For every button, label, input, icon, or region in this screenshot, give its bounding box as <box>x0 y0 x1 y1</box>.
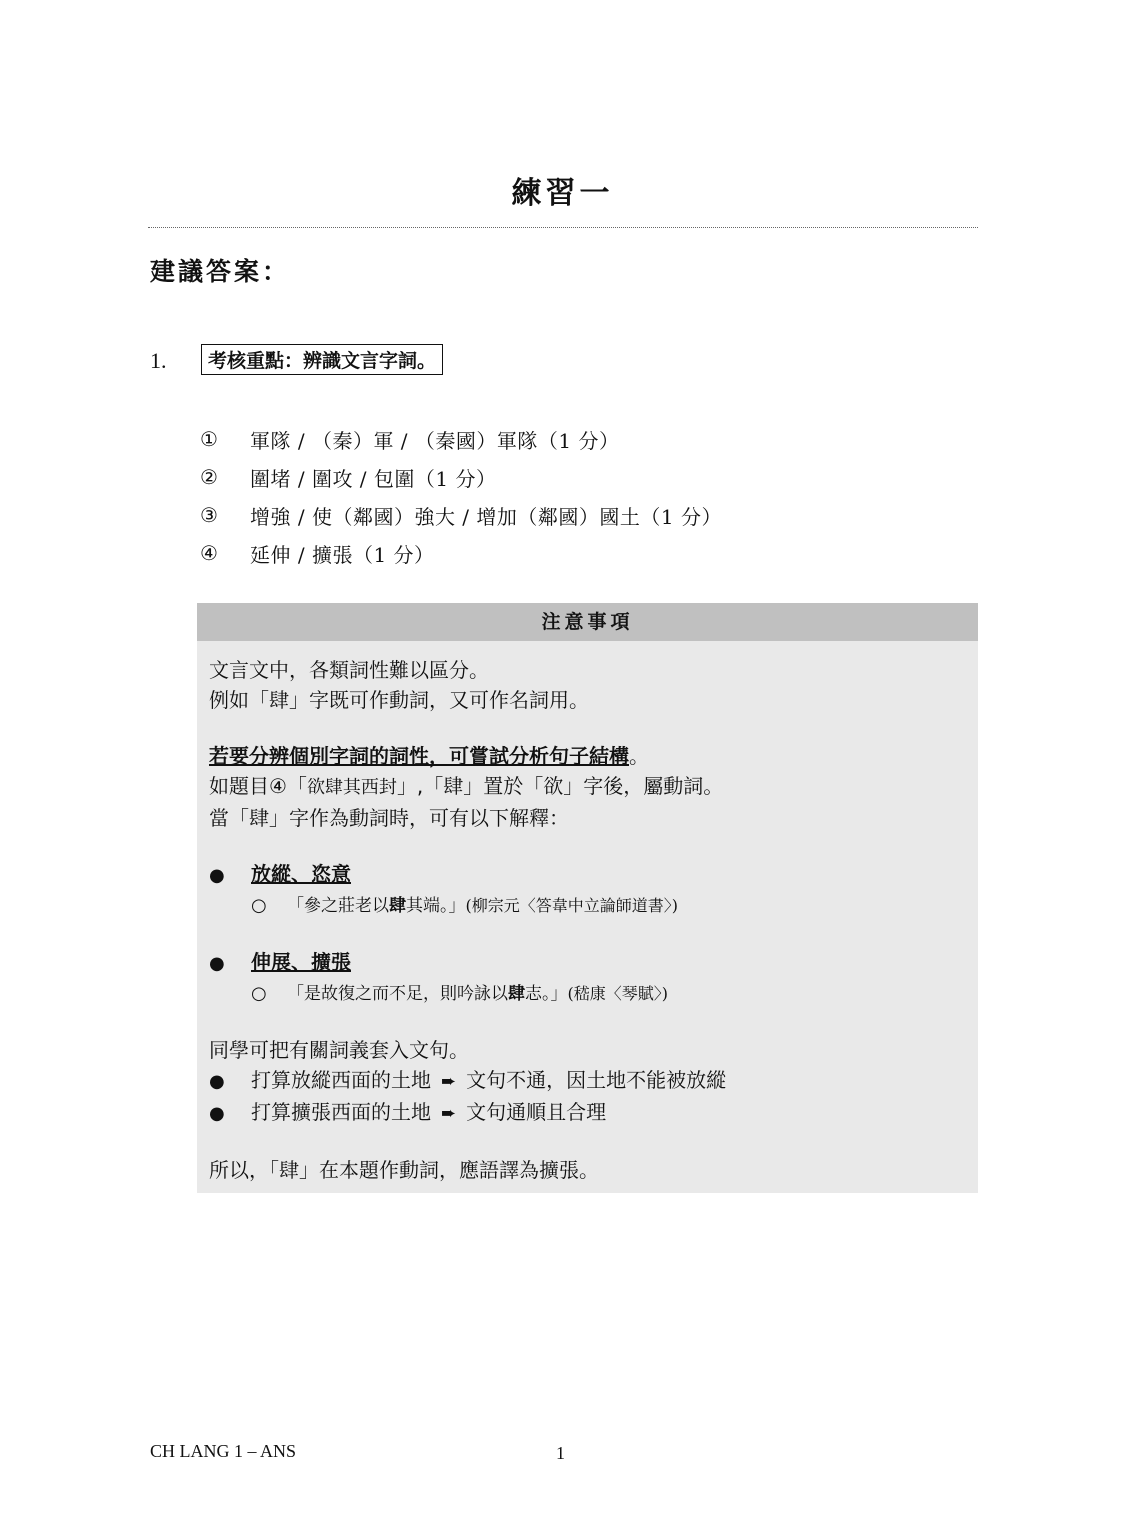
example-text: 其端。」 <box>406 896 466 916</box>
notice-line: 文言文中，各類詞性難以區分。 <box>209 658 489 682</box>
notice-line: 同學可把有關詞義套入文句。 <box>209 1038 469 1062</box>
bullet-icon: ● <box>209 1103 225 1124</box>
answer-item <box>200 420 722 458</box>
line-segment: 如題目④「 <box>209 774 307 798</box>
notice-line <box>209 771 966 803</box>
notice-box <box>197 603 978 1193</box>
answer-number: ① <box>200 427 218 451</box>
meaning-example <box>209 979 966 1009</box>
example-text: 「是故復之而不足，則吟詠以 <box>287 984 508 1004</box>
meaning-label: 放縱、恣意 <box>251 862 351 886</box>
page-title: 練習一 <box>511 176 614 211</box>
answer-number: ② <box>200 465 218 489</box>
example-key-char: 肆 <box>508 984 525 1004</box>
spacer <box>209 1129 966 1155</box>
circle-icon: ○ <box>251 895 267 916</box>
answer-text: 圍堵 / 圍攻 / 包圍（1 分） <box>250 466 497 491</box>
answer-text: 增強 / 使（鄰國）強大 / 增加（鄰國）國土（1 分） <box>250 504 722 529</box>
meaning-item <box>209 859 966 891</box>
example-source: (嵇康〈琴賦〉) <box>567 984 668 1003</box>
title-divider <box>148 227 978 228</box>
meaning-item <box>209 947 966 979</box>
question-number: 1. <box>150 348 167 373</box>
test-item <box>209 1065 966 1097</box>
answer-item <box>200 458 722 496</box>
answer-item <box>200 534 722 572</box>
example-text: 「參之莊老以 <box>287 896 389 916</box>
meaning-label: 伸展、擴張 <box>251 950 351 974</box>
answer-item <box>200 496 722 534</box>
answer-list <box>200 420 722 572</box>
bullet-icon: ● <box>209 1071 225 1092</box>
test-phrase: 打算擴張西面的土地 <box>251 1100 431 1124</box>
assessment-focus-box: 考核重點：辨識文言字詞。 <box>201 344 443 375</box>
bullet-icon: ● <box>209 953 225 974</box>
quoted-phrase: 欲肆其西封 <box>306 777 397 798</box>
spacer <box>209 921 966 947</box>
spacer <box>209 1009 966 1035</box>
notice-body <box>209 655 966 1185</box>
example-source: (柳宗元〈答韋中立論師道書〉) <box>465 896 678 915</box>
test-item <box>209 1097 966 1129</box>
answer-number: ④ <box>200 541 218 565</box>
line-segment: 」,「肆」置於「欲」字後，屬動詞。 <box>396 774 724 798</box>
test-phrase: 打算放縱西面的土地 <box>251 1068 431 1092</box>
test-result: 文句通順且合理 <box>466 1100 607 1124</box>
answer-number: ③ <box>200 503 218 527</box>
spacer <box>209 715 966 741</box>
meaning-example <box>209 891 966 921</box>
notice-line: 例如「肆」字既可作動詞，又可作名詞用。 <box>209 688 589 712</box>
section-heading: 建議答案： <box>150 257 291 286</box>
arrow-right-icon: ➨ <box>441 1071 457 1092</box>
emphasis-end: 。 <box>629 744 649 768</box>
arrow-right-icon: ➨ <box>441 1103 457 1124</box>
spacer <box>209 833 966 859</box>
answer-text: 延伸 / 擴張（1 分） <box>250 542 435 567</box>
notice-emphasis-line <box>209 741 966 771</box>
footer-course-code: CH LANG 1 – ANS <box>150 1441 297 1461</box>
notice-conclusion: 所以，「肆」在本題作動詞，應語譯為擴張。 <box>209 1158 599 1182</box>
notice-line: 當「肆」字作為動詞時，可有以下解釋： <box>209 806 569 830</box>
notice-header: 注意事項 <box>197 603 978 641</box>
answer-text: 軍隊 / （秦）軍 / （秦國）軍隊（1 分） <box>250 428 620 453</box>
example-text: 志。」 <box>525 984 568 1004</box>
bullet-icon: ● <box>209 865 225 886</box>
test-result: 文句不通，因土地不能被放縱 <box>466 1068 727 1092</box>
circle-icon: ○ <box>251 983 267 1004</box>
example-key-char: 肆 <box>389 896 406 916</box>
emphasis-text: 若要分辨個別字詞的詞性，可嘗試分析句子結構 <box>209 744 629 768</box>
page-number: 1 <box>556 1443 565 1463</box>
